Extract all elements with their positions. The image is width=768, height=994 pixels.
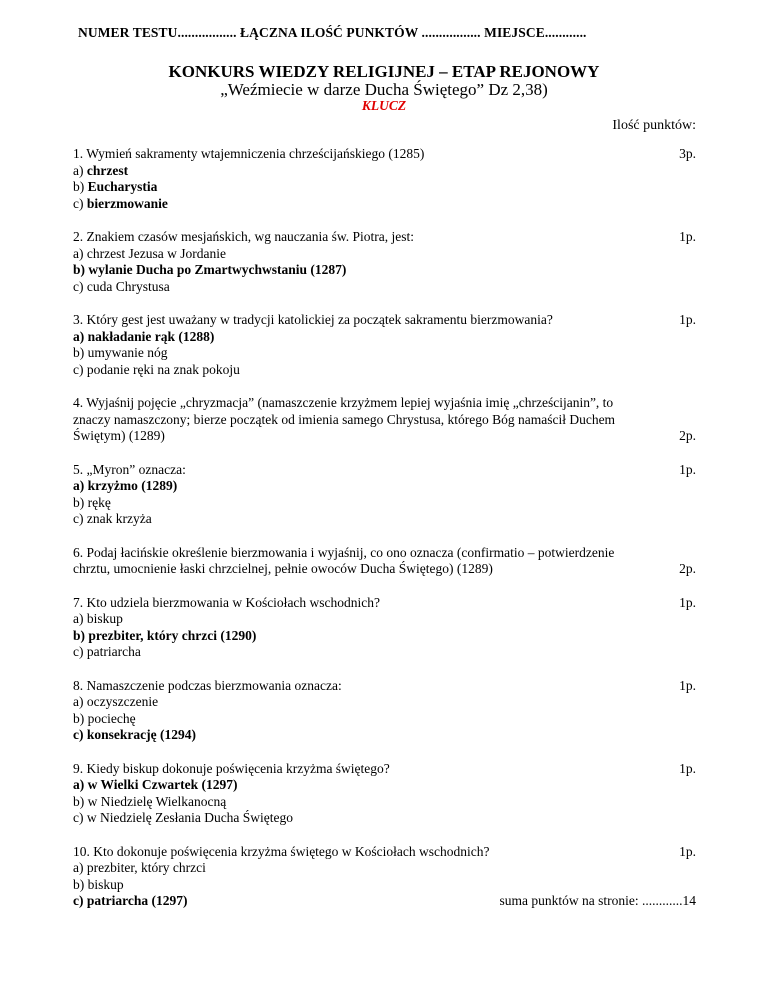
answer-option-text: patriarcha (1297) (86, 893, 188, 908)
answer-option (73, 345, 696, 362)
answer-option (73, 611, 696, 628)
question-text: 1. Wymień sakramenty wtajemniczenia chrześcijańskiego (1285) (73, 146, 425, 161)
answer-option (73, 163, 696, 180)
answer-option (73, 810, 696, 827)
answer-option-letter: c) (73, 893, 87, 908)
answer-option-text: cuda Chrystusa (86, 278, 170, 294)
answer-option-letter: c) (73, 195, 87, 211)
question-points: 1p. (679, 594, 696, 610)
question-3 (73, 312, 696, 378)
question-text: 2. Znakiem czasów mesjańskich, wg nauczania św. Piotra, jest: (73, 229, 415, 244)
answer-option-text: znak krzyża (86, 511, 152, 526)
question-9 (73, 761, 696, 827)
answer-option-letter: c) (73, 644, 87, 659)
answer-option-letter: c) (73, 810, 87, 825)
question-points: 3p. (679, 146, 696, 161)
answer-option-text: krzyżmo (1289) (87, 478, 178, 493)
answer-option (73, 511, 696, 528)
question-points: 1p. (679, 461, 696, 477)
answer-option (73, 860, 696, 877)
answer-option (73, 478, 696, 495)
answer-option-letter: a) (73, 777, 88, 792)
question-1 (73, 146, 696, 212)
answer-option-text: wylanie Ducha po Zmartwychwstaniu (1287) (88, 262, 347, 277)
answer-option-text: w Niedzielę Wielkanocną (87, 793, 227, 809)
answer-option-text: rękę (87, 494, 111, 510)
page-title: KONKURS WIEDZY RELIGIJNEJ – ETAP REJONOWY (168, 62, 600, 81)
answer-option-text: w Niedzielę Zesłania Ducha Świętego (86, 810, 294, 825)
answer-option-text: prezbiter, który chrzci (86, 860, 206, 875)
answer-option-text: pociechę (87, 710, 136, 726)
answer-option (73, 246, 696, 263)
page-points-sum: suma punktów na stronie: ............14 (499, 893, 696, 908)
answer-option (73, 495, 696, 512)
answer-option-letter: a) (73, 328, 88, 344)
question-2 (73, 229, 696, 295)
answer-option-letter: c) (73, 511, 87, 526)
question-points: 2p. (679, 428, 696, 443)
answer-option-text: patriarcha (86, 644, 141, 659)
answer-option (73, 727, 696, 744)
question-points: 1p. (679, 677, 696, 693)
answer-option-letter: b) (73, 710, 88, 726)
answer-option (73, 694, 696, 711)
answer-option-letter: c) (73, 278, 87, 294)
question-points: 1p. (679, 229, 696, 244)
answer-option-letter: b) (73, 345, 88, 360)
question-text: 10. Kto dokonuje poświęcenia krzyżma świętego w Kościołach wschodnich? (73, 843, 490, 859)
answer-option (73, 279, 696, 296)
answer-option (73, 628, 696, 645)
question-8 (73, 678, 696, 744)
answer-option-text: bierzmowanie (86, 195, 168, 211)
answer-option-text: biskup (86, 611, 123, 626)
answer-option (73, 262, 696, 279)
answer-option (73, 196, 696, 213)
answer-option-letter: a) (73, 860, 87, 875)
answer-option (73, 777, 696, 794)
answer-option-letter: b) (73, 494, 88, 510)
question-text: 8. Namaszczenie podczas bierzmowania oznacza: (73, 677, 342, 693)
question-points: 1p. (679, 843, 696, 859)
answer-option-text: podanie ręki na znak pokoju (86, 361, 240, 377)
answer-option-letter: a) (73, 694, 87, 709)
answer-option-letter: b) (73, 876, 88, 892)
question-text: 9. Kiedy biskup dokonuje poświęcenia krzyżma świętego? (73, 760, 390, 776)
answer-option (73, 644, 696, 661)
test-header-line: NUMER TESTU................. ŁĄCZNA ILOŚĆ PUNKTÓW ................. MIEJSCE............ (78, 25, 587, 40)
answer-option-text: prezbiter, który chrzci (1290) (88, 627, 257, 643)
answer-option-text: chrzest Jezusa w Jordanie (86, 245, 226, 261)
answer-option-letter: c) (73, 727, 87, 742)
question-4 (73, 395, 696, 445)
answer-option (73, 362, 696, 379)
answer-option-letter: b) (73, 793, 88, 809)
question-5 (73, 462, 696, 528)
answer-option-letter: a) (73, 611, 87, 626)
question-text: 7. Kto udziela bierzmowania w Kościołach wschodnich? (73, 594, 381, 610)
answer-option-text: Eucharystia (87, 179, 158, 194)
answer-option-text: w Wielki Czwartek (1297) (87, 777, 238, 792)
page-subtitle: „Weźmiecie w darze Ducha Świętego” Dz 2,38) (220, 80, 548, 99)
question-6 (73, 545, 696, 578)
answer-option-letter: a) (73, 478, 88, 493)
answer-option-letter: b) (73, 262, 89, 277)
question-list (73, 146, 696, 927)
answer-option-letter: b) (73, 179, 88, 194)
answer-option-text: nakładanie rąk (1288) (87, 328, 215, 344)
question-text: 3. Który gest jest uważany w tradycji katolickiej za początek sakramentu bierzmowania? (73, 312, 553, 327)
points-column-label: Ilość punktów: (612, 118, 696, 133)
key-label: KLUCZ (361, 98, 407, 113)
question-points: 1p. (679, 760, 696, 776)
question-text: 5. „Myron” oznacza: (73, 461, 186, 477)
question-7 (73, 595, 696, 661)
answer-option-text: chrzest (86, 162, 129, 178)
question-points: 1p. (679, 312, 696, 327)
answer-option (73, 179, 696, 196)
answer-option-text: konsekrację (1294) (86, 727, 196, 742)
answer-option-text: biskup (87, 876, 124, 892)
answer-option-letter: a) (73, 162, 87, 178)
question-points: 2p. (679, 561, 696, 576)
question-text: 6. Podaj łacińskie określenie bierzmowania i wyjaśnij, co ono oznacza (confirmatio – potwierdzenie chrztu, umocnienie łaski chrzcielnej, pełnie owoców Ducha Świętego) (1289) (73, 544, 615, 576)
answer-option-letter: b) (73, 627, 89, 643)
question-text: 4. Wyjaśnij pojęcie „chryzmacja” (namaszczenie krzyżmem lepiej wyjaśnia imię „chrześcijanin”, to znaczy namaszczony; bierze początek od imienia samego Chrystusa, którego Bóg namaścił Duchem Świętym) (1289) (73, 395, 616, 443)
answer-option-text: umywanie nóg (87, 345, 168, 360)
answer-option-letter: c) (73, 361, 87, 377)
answer-option (73, 794, 696, 811)
answer-option (73, 711, 696, 728)
answer-option-letter: a) (73, 245, 87, 261)
answer-option (73, 877, 696, 894)
answer-option (73, 329, 696, 346)
answer-option-text: oczyszczenie (86, 694, 159, 709)
